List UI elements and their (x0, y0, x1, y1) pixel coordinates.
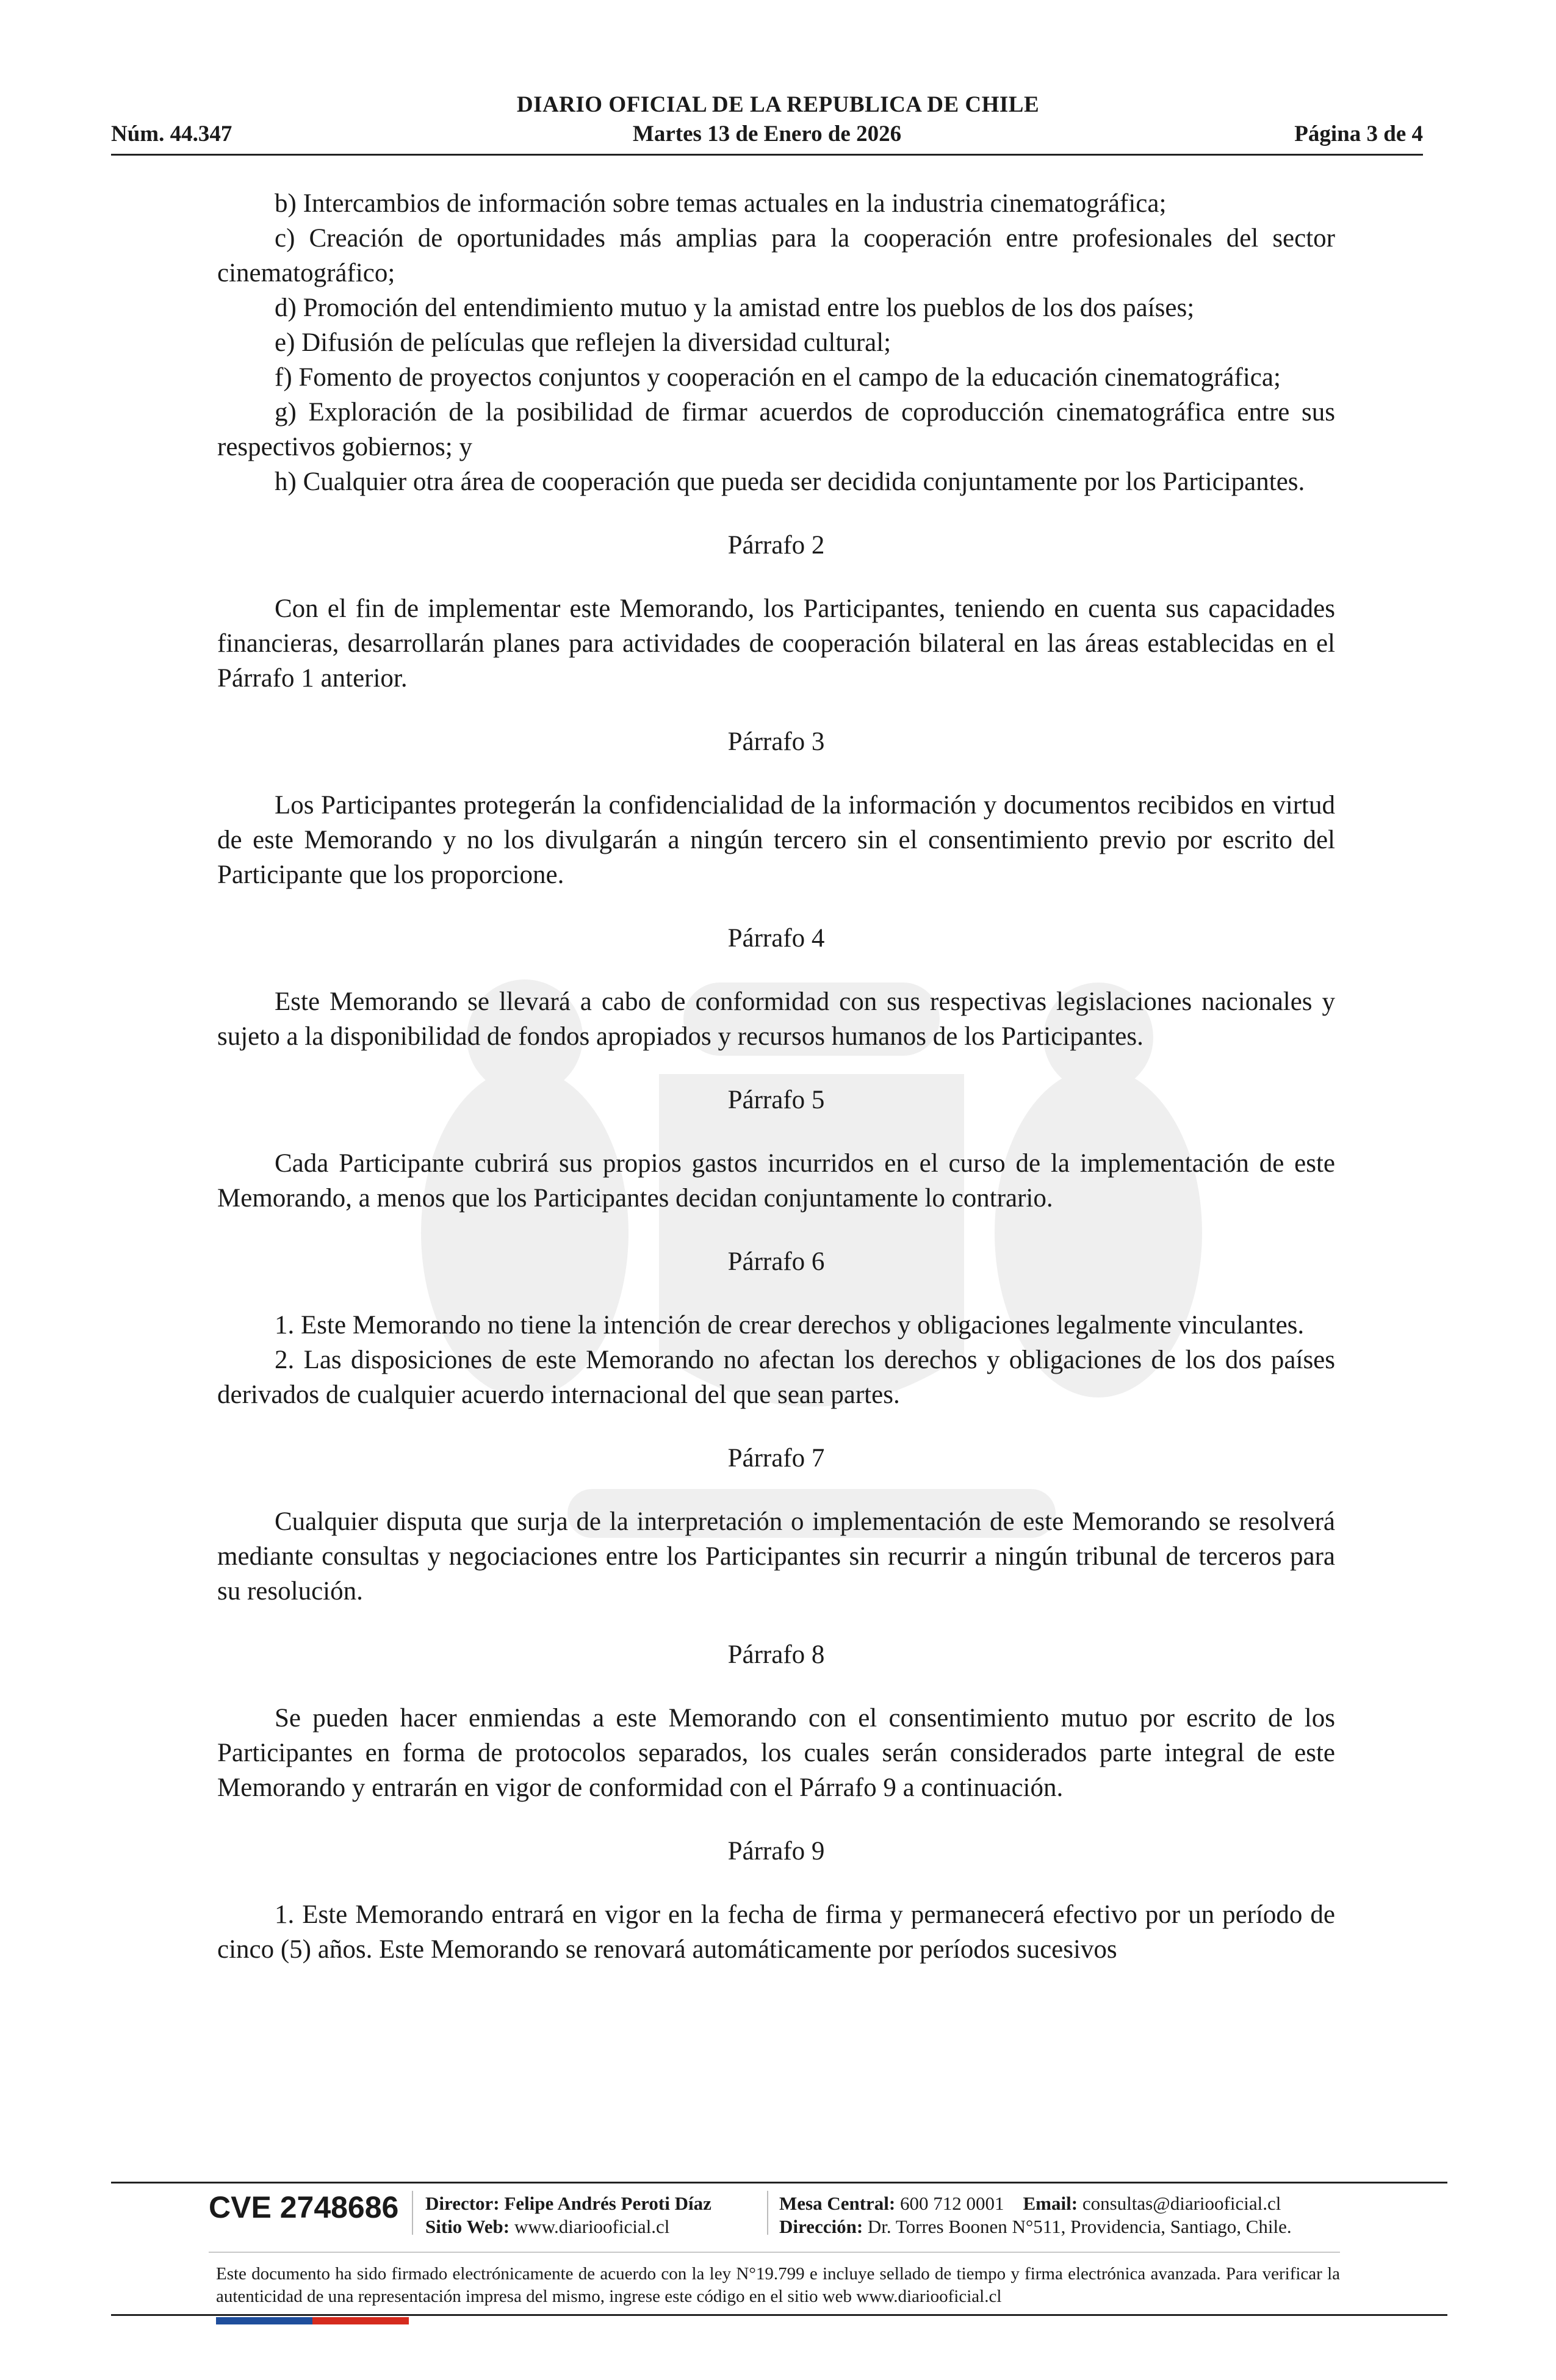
director-label: Director: (425, 2193, 500, 2214)
section-heading: Párrafo 7 (727, 1444, 825, 1473)
address-value: Dr. Torres Boonen N°511, Providencia, Santiago, Chile. (867, 2216, 1292, 2237)
flag-stripe (216, 2317, 409, 2324)
footer-separator (767, 2191, 768, 2235)
footer-separator (412, 2191, 413, 2235)
legal-notice: Este documento ha sido firmado electrónicamente de acuerdo con la ley N°19.799 e incluye sellado de tiempo y firma electrónica avanzada. Para verificar la autenticidad de una representación impresa del mismo, ingrese este código en el sitio web www.diariooficial.cl (216, 2264, 1340, 2306)
section-paragraph: Se pueden hacer enmiendas a este Memorando con el consentimiento mutuo por escrito de los Participantes en forma de protocolos separados, los cuales serán considerados parte integral de este Memorando y entrarán en vigor de conformidad con el Párrafo 9 a continuación. (217, 1704, 1335, 1802)
email-label: Email: (1023, 2193, 1078, 2214)
section-paragraph: Cada Participante cubrirá sus propios gastos incurridos en el curso de la implementación de este Memorando, a menos que los Participantes decidan conjuntamente lo contrario. (217, 1149, 1335, 1213)
section-paragraph: Este Memorando se llevará a cabo de conformidad con sus respectivas legislaciones nacionales y sujeto a la disponibilidad de fondos apropiados y recursos humanos de los Participantes. (217, 987, 1335, 1051)
website-link[interactable]: www.diariooficial.cl (514, 2216, 670, 2237)
section-heading: Párrafo 3 (727, 727, 825, 756)
section-paragraph: 1. Este Memorando entrará en vigor en la fecha de firma y permanecerá efectivo por un período de cinco (5) años. Este Memorando se renovará automáticamente por períodos sucesivos (217, 1900, 1335, 1964)
list-item: c) Creación de oportunidades más amplias para la cooperación entre profesionales del sector cinematográfico; (217, 224, 1335, 287)
phone-number: 600 712 0001 (900, 2193, 1004, 2214)
section-paragraph: Los Participantes protegerán la confidencialidad de la información y documentos recibidos en virtud de este Memorando y no los divulgarán a ningún tercero sin el consentimiento previo por escrito del Participante que los proporcione. (217, 791, 1335, 889)
header-divider (111, 154, 1423, 156)
address-label: Dirección: (779, 2216, 863, 2237)
footer-contact-block (779, 2192, 1292, 2238)
section-paragraph: 1. Este Memorando no tiene la intención de crear derechos y obligaciones legalmente vinculantes. (275, 1311, 1305, 1340)
section-heading: Párrafo 9 (727, 1837, 825, 1866)
flag-blue-segment (216, 2317, 312, 2324)
newspaper-title: DIARIO OFICIAL DE LA REPUBLICA DE CHILE (516, 92, 1040, 117)
list-item: h) Cualquier otra área de cooperación que pueda ser decidida conjuntamente por los Participantes. (275, 467, 1305, 496)
director-name: Felipe Andrés Peroti Díaz (504, 2193, 711, 2214)
email-link[interactable]: consultas@diariooficial.cl (1082, 2193, 1281, 2214)
list-item: d) Promoción del entendimiento mutuo y la amistad entre los pueblos de los dos países; (275, 294, 1195, 322)
list-item: e) Difusión de películas que reflejen la diversidad cultural; (275, 328, 891, 357)
list-item: g) Exploración de la posibilidad de firmar acuerdos de coproducción cinematográfica entre sus respectivos gobiernos; y (217, 398, 1335, 461)
section-heading: Párrafo 2 (727, 531, 825, 560)
footer-director-block (425, 2192, 711, 2238)
section-heading: Párrafo 8 (727, 1640, 825, 1669)
cve-code: CVE 2748686 (209, 2190, 399, 2224)
section-paragraph: Con el fin de implementar este Memorando, los Participantes, teniendo en cuenta sus capacidades financieras, desarrollarán planes para actividades de cooperación bilateral en las áreas establecidas en el Párrafo 1 anterior. (217, 594, 1335, 693)
page-number: Página 3 de 4 (1294, 121, 1423, 146)
list-item: f) Fomento de proyectos conjuntos y cooperación en el campo de la educación cinematográfica; (275, 363, 1281, 392)
document-body (217, 186, 1335, 1967)
section-heading: Párrafo 6 (727, 1247, 825, 1276)
mesa-central-label: Mesa Central: (779, 2193, 896, 2214)
issue-number: Núm. 44.347 (111, 121, 232, 146)
section-paragraph: 2. Las disposiciones de este Memorando no afectan los derechos y obligaciones de los dos países derivados de cualquier acuerdo internacional del que sean partes. (217, 1346, 1335, 1409)
issue-date: Martes 13 de Enero de 2026 (632, 121, 902, 146)
website-label: Sitio Web: (425, 2216, 510, 2237)
footer-divider-bottom (111, 2314, 1447, 2316)
section-paragraph: Cualquier disputa que surja de la interpretación o implementación de este Memorando se resolverá mediante consultas y negociaciones entre los Participantes sin recurrir a ningún tribunal de terceros para su resolución. (217, 1507, 1335, 1606)
list-item: b) Intercambios de información sobre temas actuales en la industria cinematográfica; (275, 189, 1167, 218)
footer-divider-top (111, 2182, 1447, 2183)
section-heading: Párrafo 5 (727, 1086, 825, 1114)
section-heading: Párrafo 4 (727, 924, 825, 953)
flag-red-segment (312, 2317, 409, 2324)
header-info-row (111, 121, 1423, 149)
